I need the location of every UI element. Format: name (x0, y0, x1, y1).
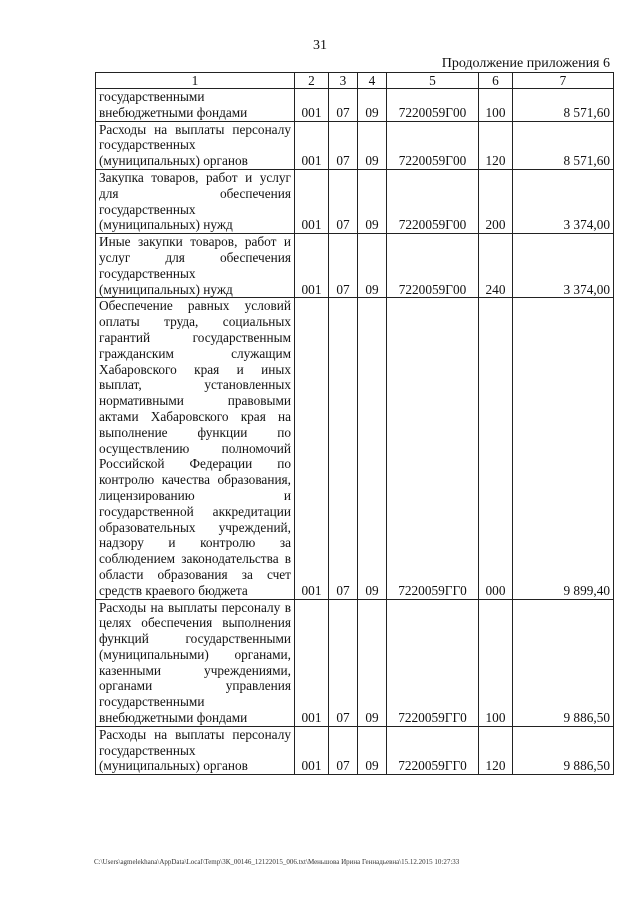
section-code: 07 (329, 234, 358, 298)
target-item-code: 7220059Г00 (387, 121, 479, 169)
item-name: государственными внебюджетными фондами (96, 89, 295, 122)
column-header: 5 (387, 73, 479, 89)
column-header: 1 (96, 73, 295, 89)
item-name: Расходы на выплаты персоналу в целях обеспечения выполнения функций государственными (муниципальными) органами, казенными учреждениями, органами управления государственными внебюджетными фондами (96, 599, 295, 726)
section-code: 07 (329, 169, 358, 233)
amount: 8 571,60 (513, 89, 614, 122)
ministry-code: 001 (295, 121, 329, 169)
table-row (96, 599, 614, 726)
expense-type-code: 200 (479, 169, 513, 233)
amount: 3 374,00 (513, 234, 614, 298)
amount: 9 899,40 (513, 298, 614, 599)
target-item-code: 7220059ГГ0 (387, 726, 479, 774)
item-name: Иные закупки товаров, работ и услуг для обеспечения государственных (муниципальных) нужд (96, 234, 295, 298)
item-name: Закупка товаров, работ и услуг для обеспечения государственных (муниципальных) нужд (96, 169, 295, 233)
column-header: 3 (329, 73, 358, 89)
subsection-code: 09 (358, 234, 387, 298)
column-header: 2 (295, 73, 329, 89)
target-item-code: 7220059Г00 (387, 234, 479, 298)
table-body (96, 89, 614, 775)
page-number: 31 (313, 38, 327, 53)
target-item-code: 7220059ГГ0 (387, 599, 479, 726)
expense-type-code: 000 (479, 298, 513, 599)
subsection-code: 09 (358, 169, 387, 233)
table-row (96, 169, 614, 233)
expense-type-code: 240 (479, 234, 513, 298)
target-item-code: 7220059Г00 (387, 89, 479, 122)
expense-type-code: 120 (479, 121, 513, 169)
subsection-code: 09 (358, 121, 387, 169)
ministry-code: 001 (295, 234, 329, 298)
item-name: Расходы на выплаты персоналу государственных (муниципальных) органов (96, 121, 295, 169)
ministry-code: 001 (295, 169, 329, 233)
expense-type-code: 120 (479, 726, 513, 774)
continuation-caption: Продолжение приложения 6 (441, 56, 610, 71)
table-row (96, 298, 614, 599)
subsection-code: 09 (358, 726, 387, 774)
subsection-code: 09 (358, 89, 387, 122)
subsection-code: 09 (358, 298, 387, 599)
amount: 9 886,50 (513, 599, 614, 726)
table-row (96, 121, 614, 169)
column-header: 6 (479, 73, 513, 89)
footer-file-path: C:\Users\agmelekhana\AppData\Local\Temp\3К_00146_12122015_006.txt\Меньшова Ирина Геннадьевна\15.12.2015 10:27:33 (94, 858, 460, 866)
ministry-code: 001 (295, 89, 329, 122)
table-row (96, 234, 614, 298)
target-item-code: 7220059Г00 (387, 169, 479, 233)
expense-type-code: 100 (479, 89, 513, 122)
item-name: Расходы на выплаты персоналу государственных (муниципальных) органов (96, 726, 295, 774)
target-item-code: 7220059ГГ0 (387, 298, 479, 599)
section-code: 07 (329, 298, 358, 599)
table-header (96, 73, 614, 89)
expense-type-code: 100 (479, 599, 513, 726)
ministry-code: 001 (295, 298, 329, 599)
section-code: 07 (329, 726, 358, 774)
column-header: 4 (358, 73, 387, 89)
subsection-code: 09 (358, 599, 387, 726)
ministry-code: 001 (295, 726, 329, 774)
column-header: 7 (513, 73, 614, 89)
amount: 9 886,50 (513, 726, 614, 774)
table-row (96, 726, 614, 774)
section-code: 07 (329, 121, 358, 169)
section-code: 07 (329, 89, 358, 122)
header-row (96, 73, 614, 89)
item-name: Обеспечение равных условий оплаты труда, социальных гарантий государственным гражданским служащим Хабаровского края и иных выплат, установленных нормативными правовыми актами Хабаровского края на выполнение функции по осуществлению полномочий Российской Федерации по контролю качества образования, лицензированию и государственной аккредитации образовательных учреждений, надзору и контролю за соблюдением законодательства в области образования за счет средств краевого бюджета (96, 298, 295, 599)
budget-table (95, 72, 614, 775)
amount: 8 571,60 (513, 121, 614, 169)
ministry-code: 001 (295, 599, 329, 726)
amount: 3 374,00 (513, 169, 614, 233)
section-code: 07 (329, 599, 358, 726)
table-row (96, 89, 614, 122)
